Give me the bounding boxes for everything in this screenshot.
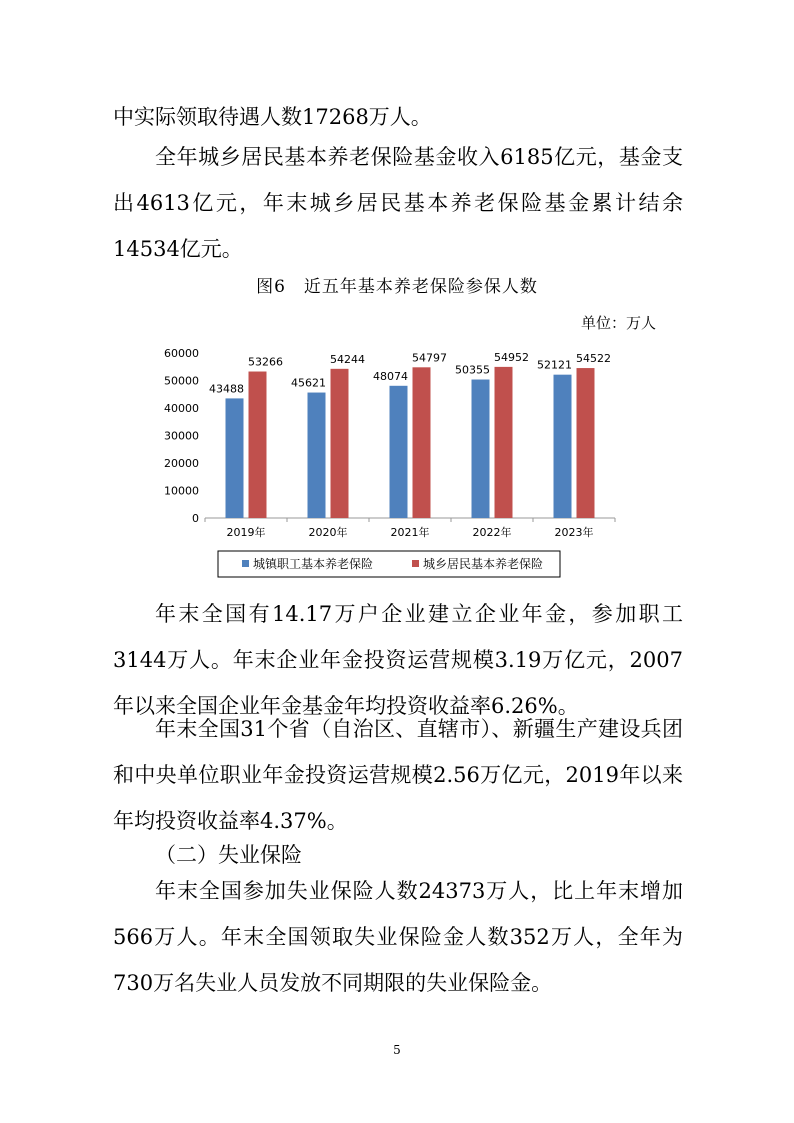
paragraph-pension-recipients: 中实际领取待遇人数17268万人。: [113, 105, 432, 129]
data-label: 43488: [209, 382, 244, 396]
y-tick-label: 40000: [164, 402, 199, 415]
bar-urban: [472, 380, 490, 518]
data-label: 48074: [373, 369, 408, 383]
data-label: 54952: [494, 350, 529, 364]
legend-label: 城乡居民基本养老保险: [423, 557, 544, 571]
data-label: 52121: [537, 358, 572, 372]
legend-label: 城镇职工基本养老保险: [253, 557, 374, 571]
bar-rural: [495, 367, 513, 518]
bar-urban: [226, 398, 244, 518]
data-label: 45621: [291, 376, 326, 390]
bar-rural: [413, 367, 431, 518]
y-tick-label: 10000: [164, 484, 199, 498]
paragraph-occupational-annuity: 年末全国31个省（自治区、直辖市）、新疆生产建设兵团和中央单位职业年金投资运营规模2.56万亿元，2019年以来年均投资收益率4.37%。: [113, 717, 683, 833]
y-tick-label: 60000: [164, 347, 199, 360]
paragraph-unemployment-insurance: 年末全国参加失业保险人数24373万人，比上年末增加566万人。年末全国领取失业保险金人数352万人，全年为730万名失业人员发放不同期限的失业保险金。: [113, 879, 683, 995]
figure-unit: 单位：万人: [580, 314, 656, 332]
bar-rural: [249, 372, 267, 518]
y-tick-label: 30000: [164, 429, 199, 443]
bar-urban: [308, 393, 326, 518]
pension-bar-chart: [160, 340, 620, 585]
paragraph-resident-pension-fund: 全年城乡居民基本养老保险基金收入6185亿元，基金支出4613亿元，年末城乡居民基本养老保险基金累计结余14534亿元。: [113, 145, 683, 261]
data-label: 54797: [412, 351, 447, 365]
y-tick-label: 20000: [164, 457, 199, 470]
y-tick-label: 0: [192, 512, 199, 525]
data-label: 50355: [455, 363, 490, 377]
bar-rural: [331, 369, 349, 518]
x-tick-label: 2022年: [472, 526, 512, 539]
legend-swatch: [242, 560, 249, 567]
x-tick-label: 2019年: [226, 526, 266, 539]
figure-title: 图6 近五年基本养老保险参保人数: [256, 277, 538, 297]
data-label: 54244: [330, 352, 365, 366]
x-tick-label: 2020年: [308, 526, 348, 539]
paragraph-enterprise-annuity: 年末全国有14.17万户企业建立企业年金，参加职工3144万人。年末企业年金投资运营规模3.19万亿元，2007年以来全国企业年金基金年均投资收益率6.26%。: [113, 602, 683, 718]
bar-rural: [577, 368, 595, 518]
legend-swatch: [412, 560, 419, 567]
page-number: 5: [393, 1043, 401, 1057]
bar-urban: [554, 375, 572, 518]
section-heading-unemployment: （二）失业保险: [155, 843, 302, 867]
chart-svg: [160, 340, 620, 585]
data-label: 54522: [576, 352, 611, 366]
y-tick-label: 50000: [164, 374, 199, 388]
data-label: 53266: [248, 355, 283, 369]
x-tick-label: 2023年: [554, 526, 594, 539]
x-tick-label: 2021年: [390, 526, 430, 539]
bar-urban: [390, 386, 408, 518]
